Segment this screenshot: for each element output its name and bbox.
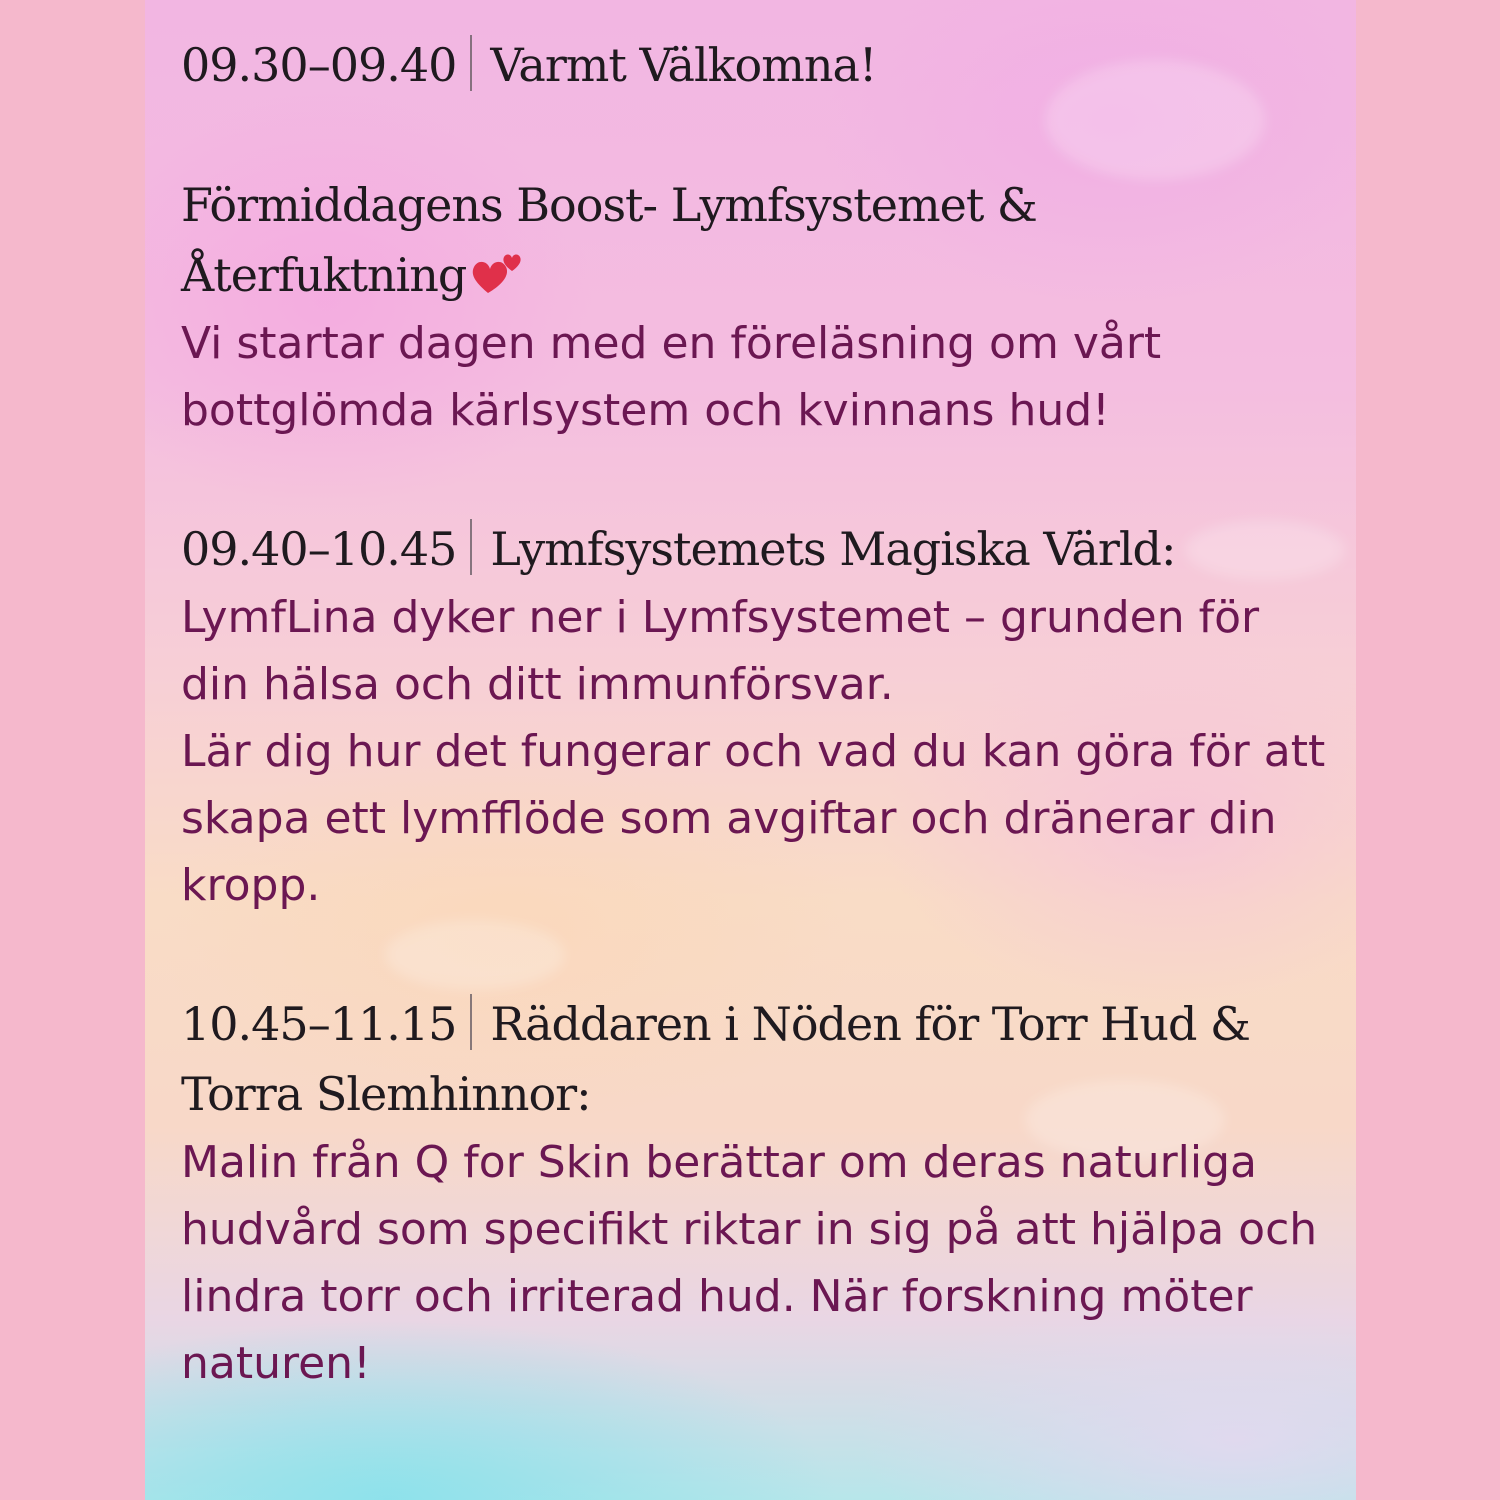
session-title: Torra Slemhinnor:	[181, 1067, 591, 1121]
two-hearts-icon	[470, 247, 526, 297]
schedule-item-lymph	[181, 514, 1331, 584]
divider	[470, 519, 472, 575]
time-slot: 09.30–09.40	[181, 38, 457, 92]
heading-line: Förmiddagens Boost- Lymfsystemet &	[181, 178, 1037, 232]
session-description: Lär dig hur det fungerar och vad du kan göra för att skapa ett lymfflöde som avgiftar och dränerar din kropp.	[181, 726, 1326, 911]
time-slot: 09.40–10.45	[181, 522, 457, 576]
divider	[470, 35, 472, 91]
divider	[470, 994, 472, 1050]
session-description: Malin från Q for Skin berättar om deras naturliga hudvård som specifikt riktar in sig på att hjälpa och lindra torr och irriterad hud. När forskning möter naturen!	[181, 1137, 1318, 1389]
schedule-item-dry-skin	[181, 989, 1331, 1129]
heading-line: Återfuktning	[181, 248, 467, 302]
section-heading	[181, 170, 1331, 310]
watercolor-panel	[145, 0, 1356, 1500]
schedule-content	[181, 30, 1331, 1397]
session-title: Lymfsystemets Magiska Värld:	[490, 522, 1176, 576]
session-title: Varmt Välkomna!	[490, 38, 877, 92]
session-title: Räddaren i Nöden för Torr Hud &	[490, 997, 1250, 1051]
session-description: LymfLina dyker ner i Lymfsystemet – grunden för din hälsa och ditt immunförsvar.	[181, 592, 1260, 710]
session-description: Vi startar dagen med en föreläsning om vårt bottglömda kärlsystem och kvinnans hud!	[181, 318, 1162, 436]
schedule-item-welcome	[181, 30, 1331, 100]
time-slot: 10.45–11.15	[181, 997, 457, 1051]
